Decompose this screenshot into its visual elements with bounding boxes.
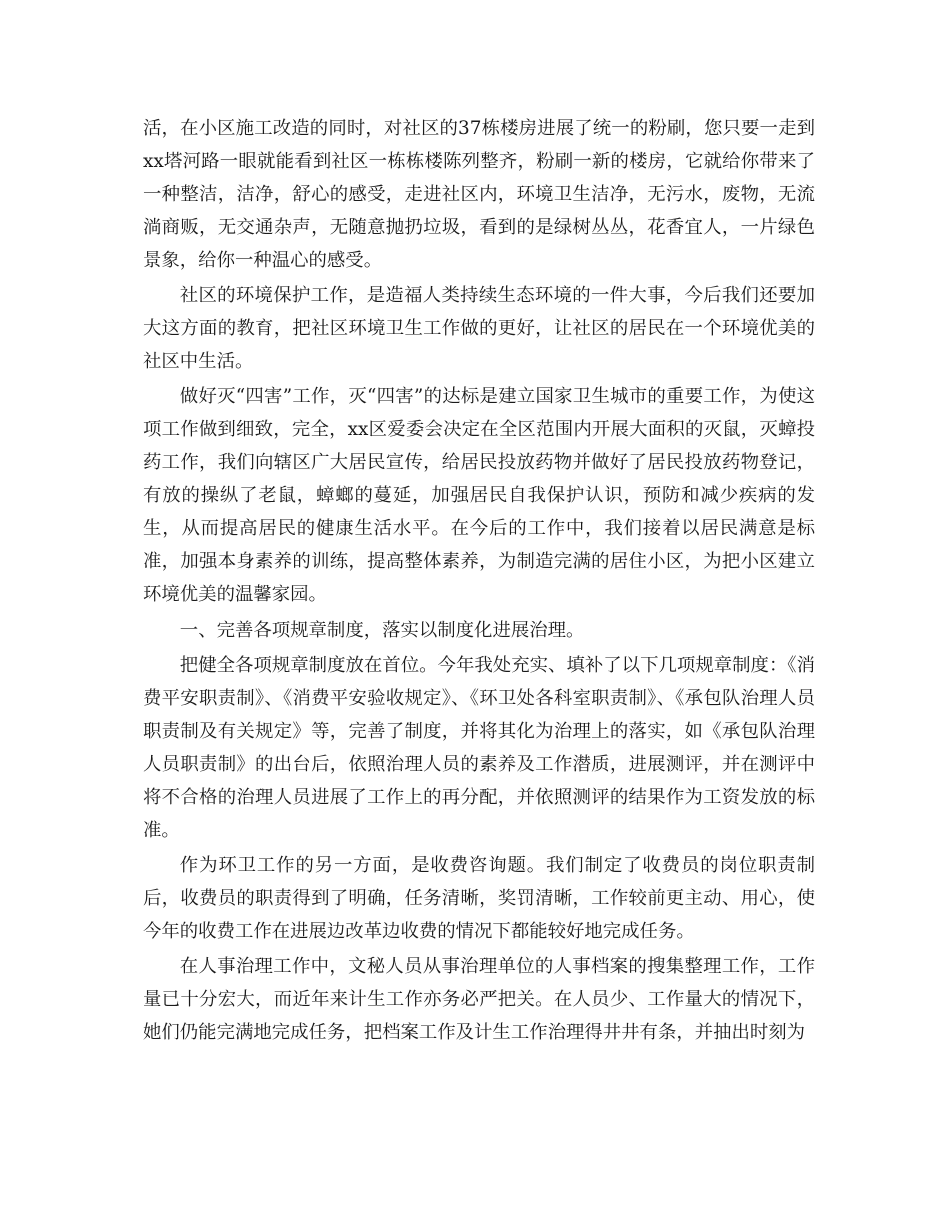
paragraph-6: 作为环卫工作的另一方面，是收费咨询题。我们制定了收费员的岗位职责制后，收费员的职责得到了明确，任务清晰，奖罚清晰，工作较前更主动、用心，使今年的收费工作在进展边改革边收费的情况下都能较好地完成任务。 (143, 854, 815, 942)
paragraph-1: 活，在小区施工改造的同时，对社区的37栋楼房进展了统一的粉刷，您只要一走到xx塔河路一眼就能看到社区一栋栋楼陈列整齐，粉刷一新的楼房，它就给你带来了一种整洁，洁净，舒心的感受，走进社区内，环境卫生洁净，无污水，废物，无流淌商贩，无交通杂声，无随意抛扔垃圾，看到的是绿树丛丛，花香宜人，一片绿色景象，给你一种温心的感受。 (143, 118, 815, 271)
paragraph-2: 社区的环境保护工作，是造福人类持续生态环境的一件大事，今后我们还要加大这方面的教育，把社区环境卫生工作做的更好，让社区的居民在一个环境优美的社区中生活。 (143, 285, 815, 373)
document-body (143, 112, 815, 1051)
paragraph-3: 做好灭“四害”工作，灭“四害”的达标是建立国家卫生城市的重要工作，为使这项工作做到细致，完全，xx区爱委会决定在全区范围内开展大面积的灭鼠，灭蟑投药工作，我们向辖区广大居民宣传，给居民投放药物并做好了居民投放药物登记，有放的操纵了老鼠，蟑螂的蔓延，加强居民自我保护认识，预防和减少疾病的发生，从而提高居民的健康生活水平。在今后的工作中，我们接着以居民满意是标准，加强本身素养的训练，提高整体素养，为制造完满的居住小区，为把小区建立环境优美的温馨家园。 (143, 386, 815, 606)
paragraph-4: 一、完善各项规章制度，落实以制度化进展治理。 (179, 619, 585, 641)
paragraph-5: 把健全各项规章制度放在首位。今年我处充实、填补了以下几项规章制度：《消费平安职责制》、《消费平安验收规定》、《环卫处各科室职责制》、《承包队治理人员职责制及有关规定》等，完善了制度，并将其化为治理上的落实，如《承包队治理人员职责制》的出台后，依照治理人员的素养及工作潜质，进展测评，并在测评中将不合格的治理人员进展了工作上的再分配，并依照测评的结果作为工资发放的标准。 (143, 654, 815, 841)
paragraph-7: 在人事治理工作中，文秘人员从事治理单位的人事档案的搜集整理工作，工作量已十分宏大，而近年来计生工作亦务必严把关。在人员少、工作量大的情况下，她们仍能完满地完成任务，把档案工作及计生工作治理得井井有条，并抽出时刻为 (143, 956, 815, 1044)
